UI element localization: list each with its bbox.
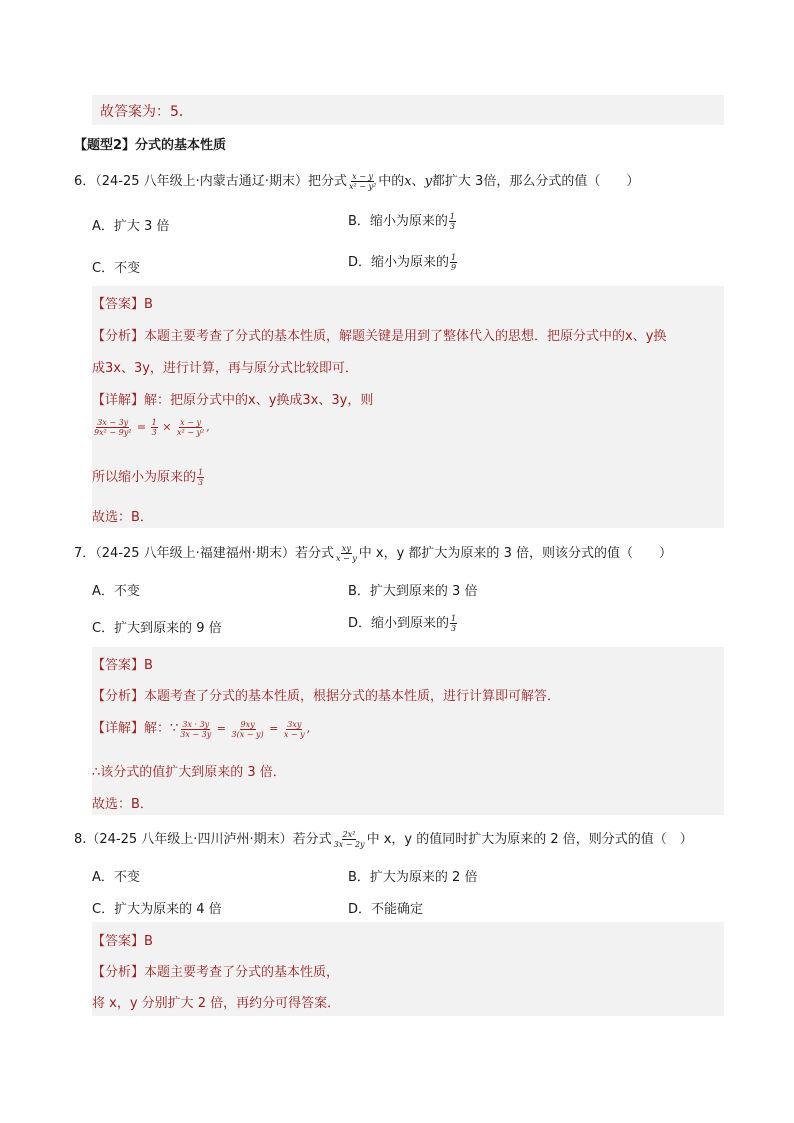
q8-solution-box	[92, 922, 724, 1016]
q6-analysis-1: 【分析】本题主要考查了分式的基本性质，解题关键是用到了整体代入的思想．把原分式中的x、y换	[92, 329, 667, 344]
prev-answer-box	[92, 95, 724, 125]
q7-option-a: A．不变	[92, 584, 140, 599]
question-6: 6．（24-25 八年级上·内蒙古通辽·期末）把分式 $\frac{x - y}{\text{x² − y²}}$ 中的x、y都扩大 3倍，那么分式的值（ ）	[74, 172, 640, 191]
q8-option-a: A．不变	[92, 870, 140, 885]
q6-option-a: A．扩大 3 倍	[92, 219, 170, 234]
q8-fraction: $\frac{\text{2x²}}{3x - 2y}$	[333, 830, 365, 849]
q7-option-d: D．缩小到原来的 $\frac{1}{3}$	[348, 614, 457, 633]
q6-fraction: $\frac{x - y}{\text{x² − y²}}$	[348, 172, 377, 191]
q6-option-c: C．不变	[92, 261, 141, 276]
q7-option-b: B．扩大到原来的 3 倍	[348, 584, 478, 599]
q8-option-b: B．扩大为原来的 2 倍	[348, 870, 478, 885]
q7-fraction: $\frac{xy}{x - y}$	[335, 544, 357, 563]
question-8: 8.（24-25 八年级上·四川泸州·期末）若分式 $\frac{\text{2x²}}{3x - 2y}$ 中 x，y 的值同时扩大为原来的 2 倍，则分式的值（ ）	[74, 830, 693, 849]
q7-solution-box	[92, 647, 724, 815]
q6-solution-box	[92, 286, 724, 528]
q7-detail: 【详解】解：∵ $\frac{3x \cdot 3y}{3x - 3y}$ = $\frac{9xy}{3(x - y)}$ = $\frac{3xy}{x - y}$ ,	[92, 719, 311, 739]
q8-analysis-2: 将 x，y 分别扩大 2 倍，再约分可得答案．	[92, 996, 341, 1011]
q8-option-c: C．扩大为原来的 4 倍	[92, 902, 222, 917]
q7-conclusion: ∴该分式的值扩大到原来的 3 倍．	[92, 765, 286, 780]
q7-option-c: C．扩大到原来的 9 倍	[92, 621, 222, 636]
q6-detail: 【详解】解：把原分式中的x、y换成3x、3y，则	[92, 393, 374, 408]
q7-answer: 【答案】B	[92, 658, 153, 673]
q8-analysis-1: 【分析】本题主要考查了分式的基本性质，	[92, 965, 340, 980]
q7-choose: 故选：B．	[92, 797, 153, 812]
q6-choose: 故选：B．	[92, 510, 153, 525]
q6-analysis-2: 成3x、3y，进行计算，再与原分式比较即可．	[92, 361, 358, 376]
q6-equation: $\frac{3x - 3y}{\text{9x² − 9y²}}$ = $\frac{1}{3}$ × $\frac{x - y}{\text{x² − y²}}$ ,	[94, 418, 210, 437]
q8-option-d: D．不能确定	[348, 902, 424, 917]
q7-analysis: 【分析】本题考查了分式的基本性质，根据分式的基本性质，进行计算即可解答．	[92, 689, 561, 704]
q6-option-b: B．缩小为原来的 $\frac{1}{3}$	[348, 212, 456, 231]
q6-conclusion: 所以缩小为原来的 $\frac{1}{3}$	[92, 468, 204, 487]
prev-answer-text: 故答案为：5．	[100, 104, 193, 120]
q8-answer: 【答案】B	[92, 934, 153, 949]
section-title: 【题型2】分式的基本性质	[74, 138, 227, 153]
q6-option-d: D．缩小为原来的 $\frac{1}{9}$	[348, 253, 457, 272]
question-7: 7．（24-25 八年级上·福建福州·期末）若分式 $\frac{xy}{x - y}$ 中 x，y 都扩大为原来的 3 倍，则该分式的值（ ）	[74, 544, 672, 563]
q6-prefix: 6．（24-25 八年级上·内蒙古通辽·期末）把分式	[74, 174, 347, 189]
q6-answer: 【答案】B	[92, 297, 153, 312]
